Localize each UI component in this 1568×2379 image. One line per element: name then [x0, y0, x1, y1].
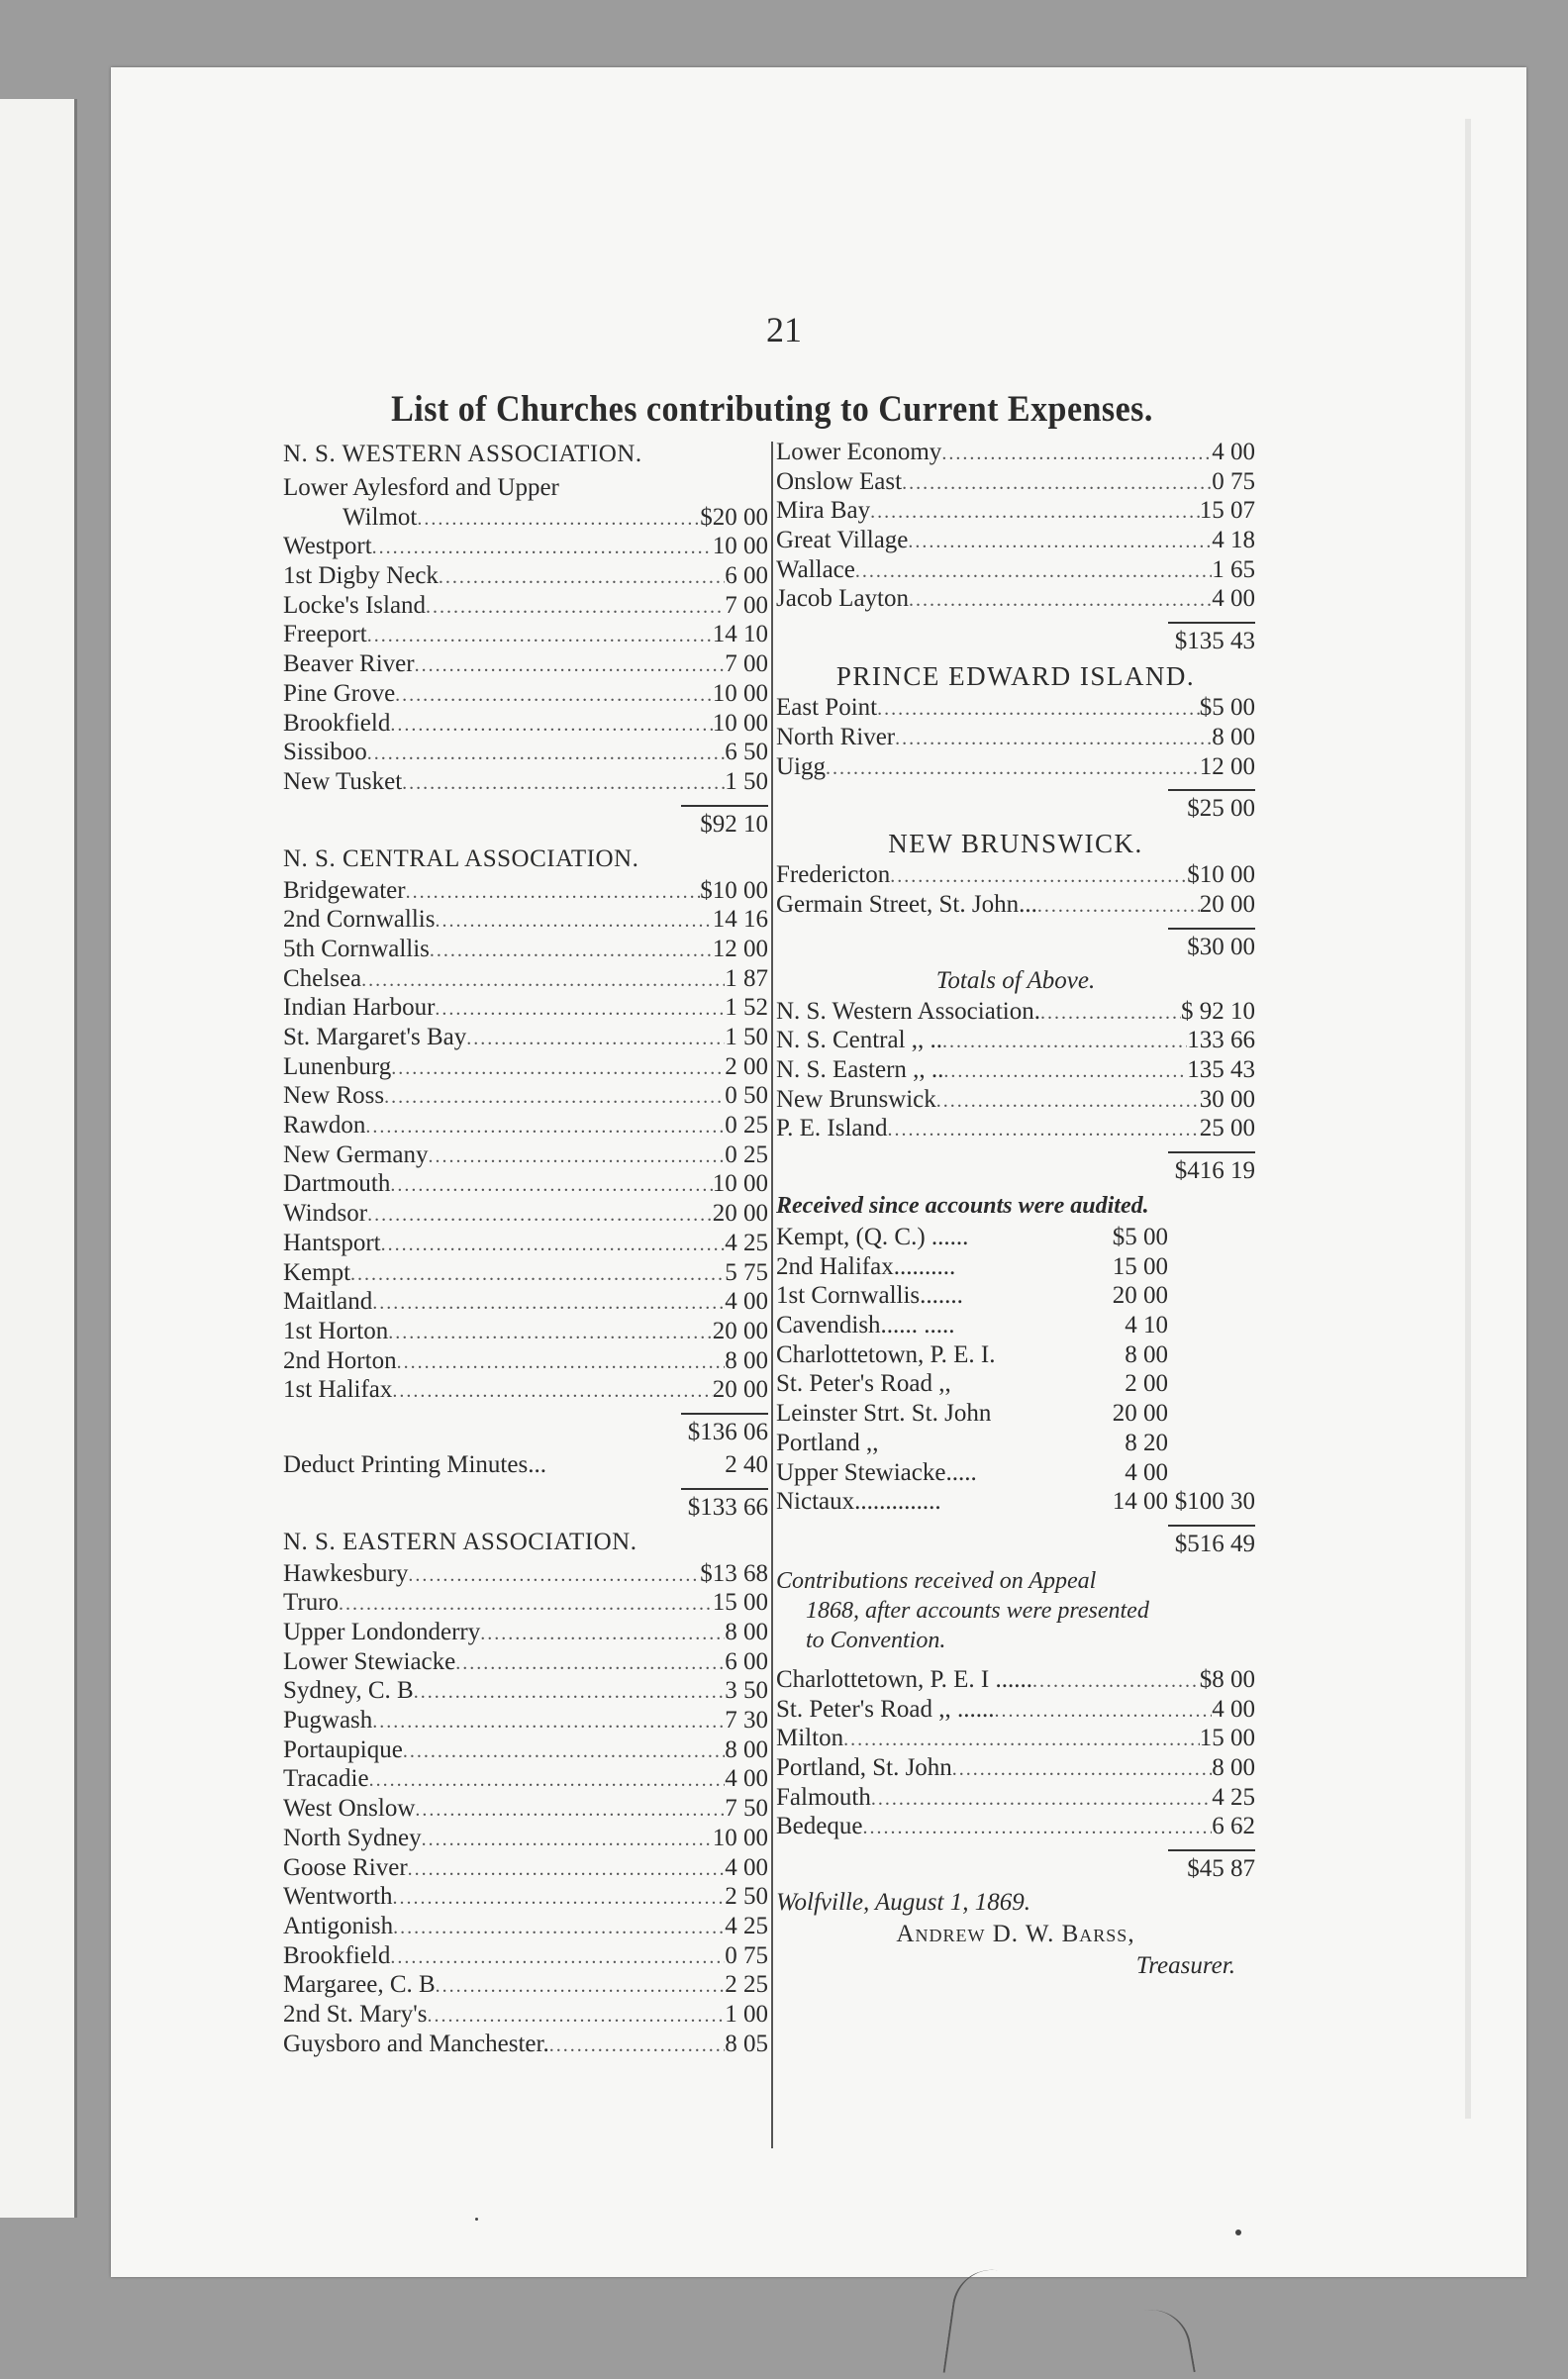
list-item [283, 1882, 768, 1912]
list-item [776, 1458, 1255, 1488]
entry-amount: 15 00 [1112, 1252, 1168, 1280]
page-heading: List of Churches contributing to Current Expenses. [391, 389, 1153, 430]
list-item [283, 1375, 768, 1405]
entry-name: Lunenburg [283, 1052, 392, 1080]
entry-amount: 1 00 [725, 2000, 768, 2028]
entry-amount: $10 00 [700, 876, 768, 904]
appeal-line-1: Contributions received on Appeal [776, 1567, 1097, 1594]
list-item [776, 1783, 1255, 1813]
entry-name: Windsor [283, 1200, 368, 1228]
entry-amount: 1 52 [725, 994, 768, 1022]
entry-amount: 2 00 [1125, 1370, 1168, 1398]
entry-name: 5th Cornwallis [283, 935, 430, 962]
entry-name: Charlottetown, P. E. I ...... [776, 1665, 1033, 1693]
entry-name: Hawkesbury [283, 1559, 409, 1587]
entry-name: 2nd St. Mary's [283, 2000, 428, 2028]
left-page-edge [0, 99, 77, 2218]
western-total: $92 10 [700, 810, 768, 838]
entry-name: Kempt [283, 1258, 351, 1286]
list-item [283, 1970, 768, 2000]
entry-name: Portland, St. John [776, 1753, 952, 1781]
entry-amount: 20 00 [712, 1200, 768, 1228]
list-item [776, 584, 1255, 614]
entry-amount: 8 20 [1125, 1429, 1168, 1456]
entry-amount: 7 50 [725, 1795, 768, 1823]
entry-name: 1st Cornwallis....... [776, 1282, 963, 1310]
entry-amount: 4 00 [725, 1288, 768, 1316]
list-item [283, 1706, 768, 1735]
entry-amount: 6 50 [725, 739, 768, 766]
entry-name: Upper Londonderry [283, 1619, 481, 1645]
entry-name: Hantsport [283, 1229, 381, 1256]
entry-name: Truro [283, 1589, 340, 1617]
list-item [283, 1229, 768, 1258]
list-item [283, 1111, 768, 1140]
entry-name: 1st Digby Neck [283, 562, 439, 590]
entry-amount: $13 68 [700, 1559, 768, 1587]
entry-amount: 10 00 [712, 1824, 768, 1851]
entry-name: Tracadie [283, 1765, 369, 1793]
eastern-association-title: N. S. EASTERN ASSOCIATION. [283, 1528, 637, 1555]
entry-name: Nictaux.............. [776, 1488, 941, 1516]
list-item [776, 467, 1255, 497]
page-number: 21 [766, 310, 802, 349]
entry-name: Lower Aylesford and Upper [283, 474, 559, 501]
central-list [283, 876, 768, 1405]
entry-name: Falmouth [776, 1783, 871, 1811]
entry-name: Dartmouth [283, 1170, 391, 1198]
list-item [283, 561, 768, 591]
list-item [776, 1114, 1255, 1143]
entry-name: Portland ,, [776, 1429, 879, 1456]
list-item [283, 591, 768, 621]
appeal-total: $45 87 [1187, 1855, 1255, 1882]
entry-amount: 15 07 [1199, 497, 1255, 525]
list-item [776, 1753, 1255, 1783]
entry-name: St. Peter's Road ,, ...... [776, 1695, 995, 1723]
list-item [283, 1052, 768, 1082]
entry-amount: 15 00 [712, 1589, 768, 1617]
list-item [776, 1812, 1255, 1841]
entry-amount: 0 25 [725, 1140, 768, 1168]
eastern-total: $135 43 [1174, 628, 1255, 655]
list-item [283, 2000, 768, 2030]
list-item [776, 997, 1255, 1027]
list-item [283, 649, 768, 679]
entry-amount: 20 00 [1112, 1400, 1168, 1428]
entry-name: Sissiboo [283, 739, 367, 766]
entry-amount: 4 00 [1212, 439, 1255, 465]
list-item [776, 1311, 1255, 1340]
list-item [283, 2030, 768, 2059]
entry-name: North River [776, 723, 896, 750]
entry-amount: 1 50 [725, 767, 768, 795]
entry-name: St. Margaret's Bay [283, 1024, 467, 1050]
list-item [283, 1346, 768, 1376]
entry-name: Bedeque [776, 1813, 863, 1840]
list-item [776, 555, 1255, 585]
central-association-title: N. S. CENTRAL ASSOCIATION. [283, 844, 639, 872]
list-item [776, 438, 1255, 467]
list-item [776, 752, 1255, 782]
list-item [776, 723, 1255, 752]
entry-amount: 0 50 [725, 1082, 768, 1110]
entry-name: New Brunswick [776, 1085, 936, 1113]
list-item [776, 693, 1255, 723]
list-item [776, 526, 1255, 555]
entry-amount: 1 87 [725, 964, 768, 992]
entry-name: Goose River [283, 1853, 408, 1881]
paper-mark [1142, 2304, 1196, 2379]
appeal-note [776, 1566, 1255, 1655]
entry-amount: 6 62 [1212, 1813, 1255, 1840]
entry-amount: 4 25 [725, 1912, 768, 1939]
list-item [776, 1340, 1255, 1370]
entry-name: 2nd Halifax.......... [776, 1252, 956, 1280]
list-item [283, 1764, 768, 1794]
list-item [776, 1252, 1255, 1282]
entry-name: New Germany [283, 1140, 429, 1168]
entry-amount: 20 00 [1112, 1282, 1168, 1310]
entry-name: West Onslow [283, 1795, 416, 1823]
western-association-title: N. S. WESTERN ASSOCIATION. [283, 441, 642, 467]
entry-name: 2nd Cornwallis [283, 906, 436, 934]
entry-amount: 135 43 [1187, 1055, 1255, 1083]
list-item [776, 890, 1255, 920]
appeal-line-2: 1868, after accounts were presented [806, 1597, 1149, 1624]
entry-name: Freeport [283, 621, 367, 648]
entry-name: Jacob Layton [776, 585, 909, 613]
entry-amount: 20 00 [1199, 890, 1255, 918]
entry-name: Milton [776, 1725, 844, 1752]
entry-amount: 8 00 [1125, 1340, 1168, 1368]
entry-name: Kempt, (Q. C.) ...... [776, 1224, 969, 1250]
ink-spot [1235, 2230, 1241, 2235]
entry-name: Mira Bay [776, 497, 871, 525]
entry-amount: 6 00 [725, 1647, 768, 1675]
entry-amount: 133 66 [1187, 1027, 1255, 1054]
entry-amount: $10 00 [1187, 861, 1255, 889]
list-item [283, 964, 768, 994]
nb-total: $30 00 [1187, 933, 1255, 960]
entry-amount: $20 00 [700, 503, 768, 531]
list-item [283, 709, 768, 739]
entry-amount: 8 00 [725, 1735, 768, 1763]
entry-name: Bridgewater [283, 876, 406, 904]
entry-name: Brookfield [283, 1941, 391, 1969]
entry-amount: 30 00 [1199, 1085, 1255, 1113]
entry-name: Pine Grove [283, 679, 396, 707]
entry-amount: 15 00 [1199, 1725, 1255, 1752]
list-item [283, 876, 768, 906]
list-item [283, 1317, 768, 1346]
entry-amount: 10 00 [712, 709, 768, 737]
list-item [283, 1023, 768, 1052]
western-list [283, 532, 768, 796]
treasurer-name: Andrew D. W. Barss, [896, 1921, 1135, 1947]
list-item [776, 1429, 1255, 1458]
entry-amount: 2 25 [725, 1971, 768, 1999]
list-item [283, 1912, 768, 1941]
entry-name: Indian Harbour [283, 994, 436, 1022]
entry-amount: 12 00 [1199, 752, 1255, 780]
list-item [776, 1223, 1255, 1252]
entry-amount: 4 00 [1212, 1695, 1255, 1723]
nb-list [776, 860, 1255, 919]
entry-amount: 4 25 [1212, 1783, 1255, 1811]
column-divider [771, 442, 773, 2148]
list-item [283, 532, 768, 561]
list-item [776, 1085, 1255, 1115]
list-item [283, 1676, 768, 1706]
entry-name: 1st Horton [283, 1317, 389, 1344]
list-item [283, 1588, 768, 1618]
entry-name: New Ross [283, 1082, 385, 1110]
entry-name: Onslow East [776, 467, 903, 495]
entry-amount: 8 00 [1212, 1753, 1255, 1781]
entry-name: Lower Stewiacke [283, 1647, 456, 1675]
list-item [283, 1647, 768, 1677]
entry-amount: $5 00 [1199, 694, 1255, 722]
entry-amount: 8 00 [725, 1346, 768, 1374]
entry-amount: 25 00 [1199, 1115, 1255, 1142]
entry-name: 1st Halifax [283, 1376, 393, 1404]
list-item [283, 1824, 768, 1853]
entry-amount: 10 00 [712, 1170, 768, 1198]
paper-mark [943, 2265, 1000, 2379]
list-item [283, 620, 768, 649]
ink-spot [475, 2218, 478, 2221]
entry-amount: $5 00 [1112, 1224, 1168, 1250]
list-item [776, 1055, 1255, 1085]
entry-name: Cavendish...... ..... [776, 1312, 955, 1339]
entry-name: Brookfield [283, 709, 391, 737]
entry-amount: 12 00 [712, 935, 768, 962]
entry-name: Uigg [776, 752, 826, 780]
list-item [283, 1618, 768, 1647]
entry-amount: 0 75 [1212, 467, 1255, 495]
entry-name: Beaver River [283, 650, 415, 678]
entry-amount: 10 00 [712, 679, 768, 707]
entry-amount: 1 65 [1212, 555, 1255, 583]
entry-amount: 2 00 [725, 1052, 768, 1080]
entry-name: N. S. Eastern ,, .. [776, 1055, 944, 1083]
list-item [776, 1695, 1255, 1725]
pei-total: $25 00 [1187, 795, 1255, 823]
place-date: Wolfville, August 1, 1869. [776, 1889, 1030, 1916]
list-item [283, 679, 768, 709]
list-item [283, 1258, 768, 1288]
entry-amount: 10 00 [712, 533, 768, 560]
list-item [283, 1169, 768, 1199]
pei-list [776, 693, 1255, 781]
entry-amount: $8 00 [1199, 1665, 1255, 1693]
list-item [283, 1081, 768, 1111]
eastern-continued-list [776, 438, 1255, 614]
entry-name: Charlottetown, P. E. I. [776, 1340, 996, 1368]
list-item [283, 503, 768, 533]
entry-name: Guysboro and Manchester. [283, 2030, 549, 2057]
right-column [776, 438, 1255, 1982]
entry-amount: 1 50 [725, 1024, 768, 1050]
entry-amount: 4 10 [1125, 1312, 1168, 1339]
entry-name: Pugwash [283, 1707, 373, 1735]
list-item [283, 1559, 768, 1589]
received-total: $516 49 [1174, 1530, 1255, 1557]
totals-total: $416 19 [1174, 1157, 1255, 1184]
entry-amount: 14 16 [712, 906, 768, 934]
entry-amount: 7 00 [725, 591, 768, 619]
entry-amount: 5 75 [725, 1258, 768, 1286]
entry-amount: 3 50 [725, 1677, 768, 1705]
entry-name: St. Peter's Road ,, [776, 1370, 951, 1398]
entry-amount: 7 30 [725, 1707, 768, 1735]
entry-name: Locke's Island [283, 591, 427, 619]
list-item [283, 993, 768, 1023]
received-list [776, 1223, 1255, 1517]
list-item [283, 473, 768, 503]
received-title: Received since accounts were audited. [776, 1193, 1149, 1219]
entry-name: Wallace [776, 555, 855, 583]
entry-amount: 14 00 [1112, 1488, 1168, 1516]
entry-name: Maitland [283, 1288, 373, 1316]
entry-name: Leinster Strt. St. John [776, 1400, 992, 1428]
entry-name: Westport [283, 533, 372, 560]
entry-amount: 4 25 [725, 1229, 768, 1256]
entry-name: East Point [776, 694, 878, 722]
list-item [283, 1794, 768, 1824]
entry-name: Lower Economy [776, 439, 942, 465]
totals-list [776, 997, 1255, 1143]
deduct-row [283, 1450, 768, 1480]
entry-amount: $ 92 10 [1181, 997, 1255, 1025]
appeal-list [776, 1665, 1255, 1841]
list-item [776, 860, 1255, 890]
entry-amount: 8 00 [1212, 723, 1255, 750]
deduct-label: Deduct Printing Minutes... [283, 1450, 546, 1478]
entry-name: N. S. Central ,, .. [776, 1027, 943, 1054]
list-item [283, 1287, 768, 1317]
pei-title: PRINCE EDWARD ISLAND. [835, 661, 1196, 692]
page-edge-shadow [1465, 119, 1471, 2119]
list-item [776, 1724, 1255, 1753]
left-column [283, 438, 768, 2058]
totals-title: Totals of Above. [935, 966, 1096, 994]
list-item [283, 1199, 768, 1229]
list-item [283, 1140, 768, 1170]
entry-name: Antigonish [283, 1912, 394, 1939]
entry-name: Upper Stewiacke..... [776, 1458, 977, 1486]
list-item [776, 1399, 1255, 1429]
entry-name: Chelsea [283, 964, 362, 992]
list-item [283, 905, 768, 935]
entry-name: Sydney, C. B [283, 1677, 414, 1705]
entry-name: North Sydney [283, 1824, 422, 1851]
entry-amount: 0 75 [725, 1941, 768, 1969]
list-item [283, 738, 768, 767]
list-item [283, 1941, 768, 1971]
entry-extra-amount: $100 30 [1174, 1488, 1255, 1516]
entry-amount: 4 00 [1212, 585, 1255, 613]
appeal-line-3: to Convention. [806, 1627, 946, 1653]
entry-amount: 6 00 [725, 562, 768, 590]
list-item [776, 1026, 1255, 1055]
entry-amount: 2 50 [725, 1883, 768, 1911]
nb-title: NEW BRUNSWICK. [888, 829, 1143, 859]
treasurer-title: Treasurer. [1135, 1952, 1235, 1979]
entry-amount: 4 00 [725, 1765, 768, 1793]
list-item [776, 1665, 1255, 1695]
entry-amount: 4 00 [1125, 1458, 1168, 1486]
entry-name: Wentworth [283, 1883, 393, 1911]
list-item [283, 935, 768, 964]
entry-amount: 8 05 [725, 2030, 768, 2057]
deduct-amount: 2 40 [725, 1450, 768, 1478]
eastern-list [283, 1559, 768, 2059]
list-item [776, 1487, 1255, 1517]
list-item [776, 1369, 1255, 1399]
entry-amount: 0 25 [725, 1112, 768, 1140]
entry-name: Rawdon [283, 1112, 366, 1140]
entry-amount: 7 00 [725, 650, 768, 678]
entry-name: Fredericton [776, 861, 891, 889]
entry-amount: 8 00 [725, 1619, 768, 1645]
entry-amount: 14 10 [712, 621, 768, 648]
entry-name: Portaupique [283, 1735, 403, 1763]
central-total: $133 66 [687, 1493, 768, 1521]
entry-name: Wilmot [343, 503, 418, 531]
entry-name: New Tusket [283, 767, 403, 795]
entry-amount: 20 00 [712, 1376, 768, 1404]
entry-amount: 20 00 [712, 1317, 768, 1344]
entry-amount: 4 00 [725, 1853, 768, 1881]
entry-name: Margaree, C. B [283, 1971, 436, 1999]
entry-name: Great Village [776, 527, 909, 554]
list-item [776, 496, 1255, 526]
entry-name: N. S. Western Association. [776, 997, 1040, 1025]
list-item [283, 1853, 768, 1883]
central-subtotal: $136 06 [687, 1418, 768, 1445]
list-item [776, 1281, 1255, 1311]
entry-name: P. E. Island [776, 1115, 888, 1142]
entry-amount: 4 18 [1212, 527, 1255, 554]
list-item [283, 1735, 768, 1765]
list-item [283, 767, 768, 797]
entry-name: Germain Street, St. John... [776, 890, 1037, 918]
entry-name: 2nd Horton [283, 1346, 397, 1374]
